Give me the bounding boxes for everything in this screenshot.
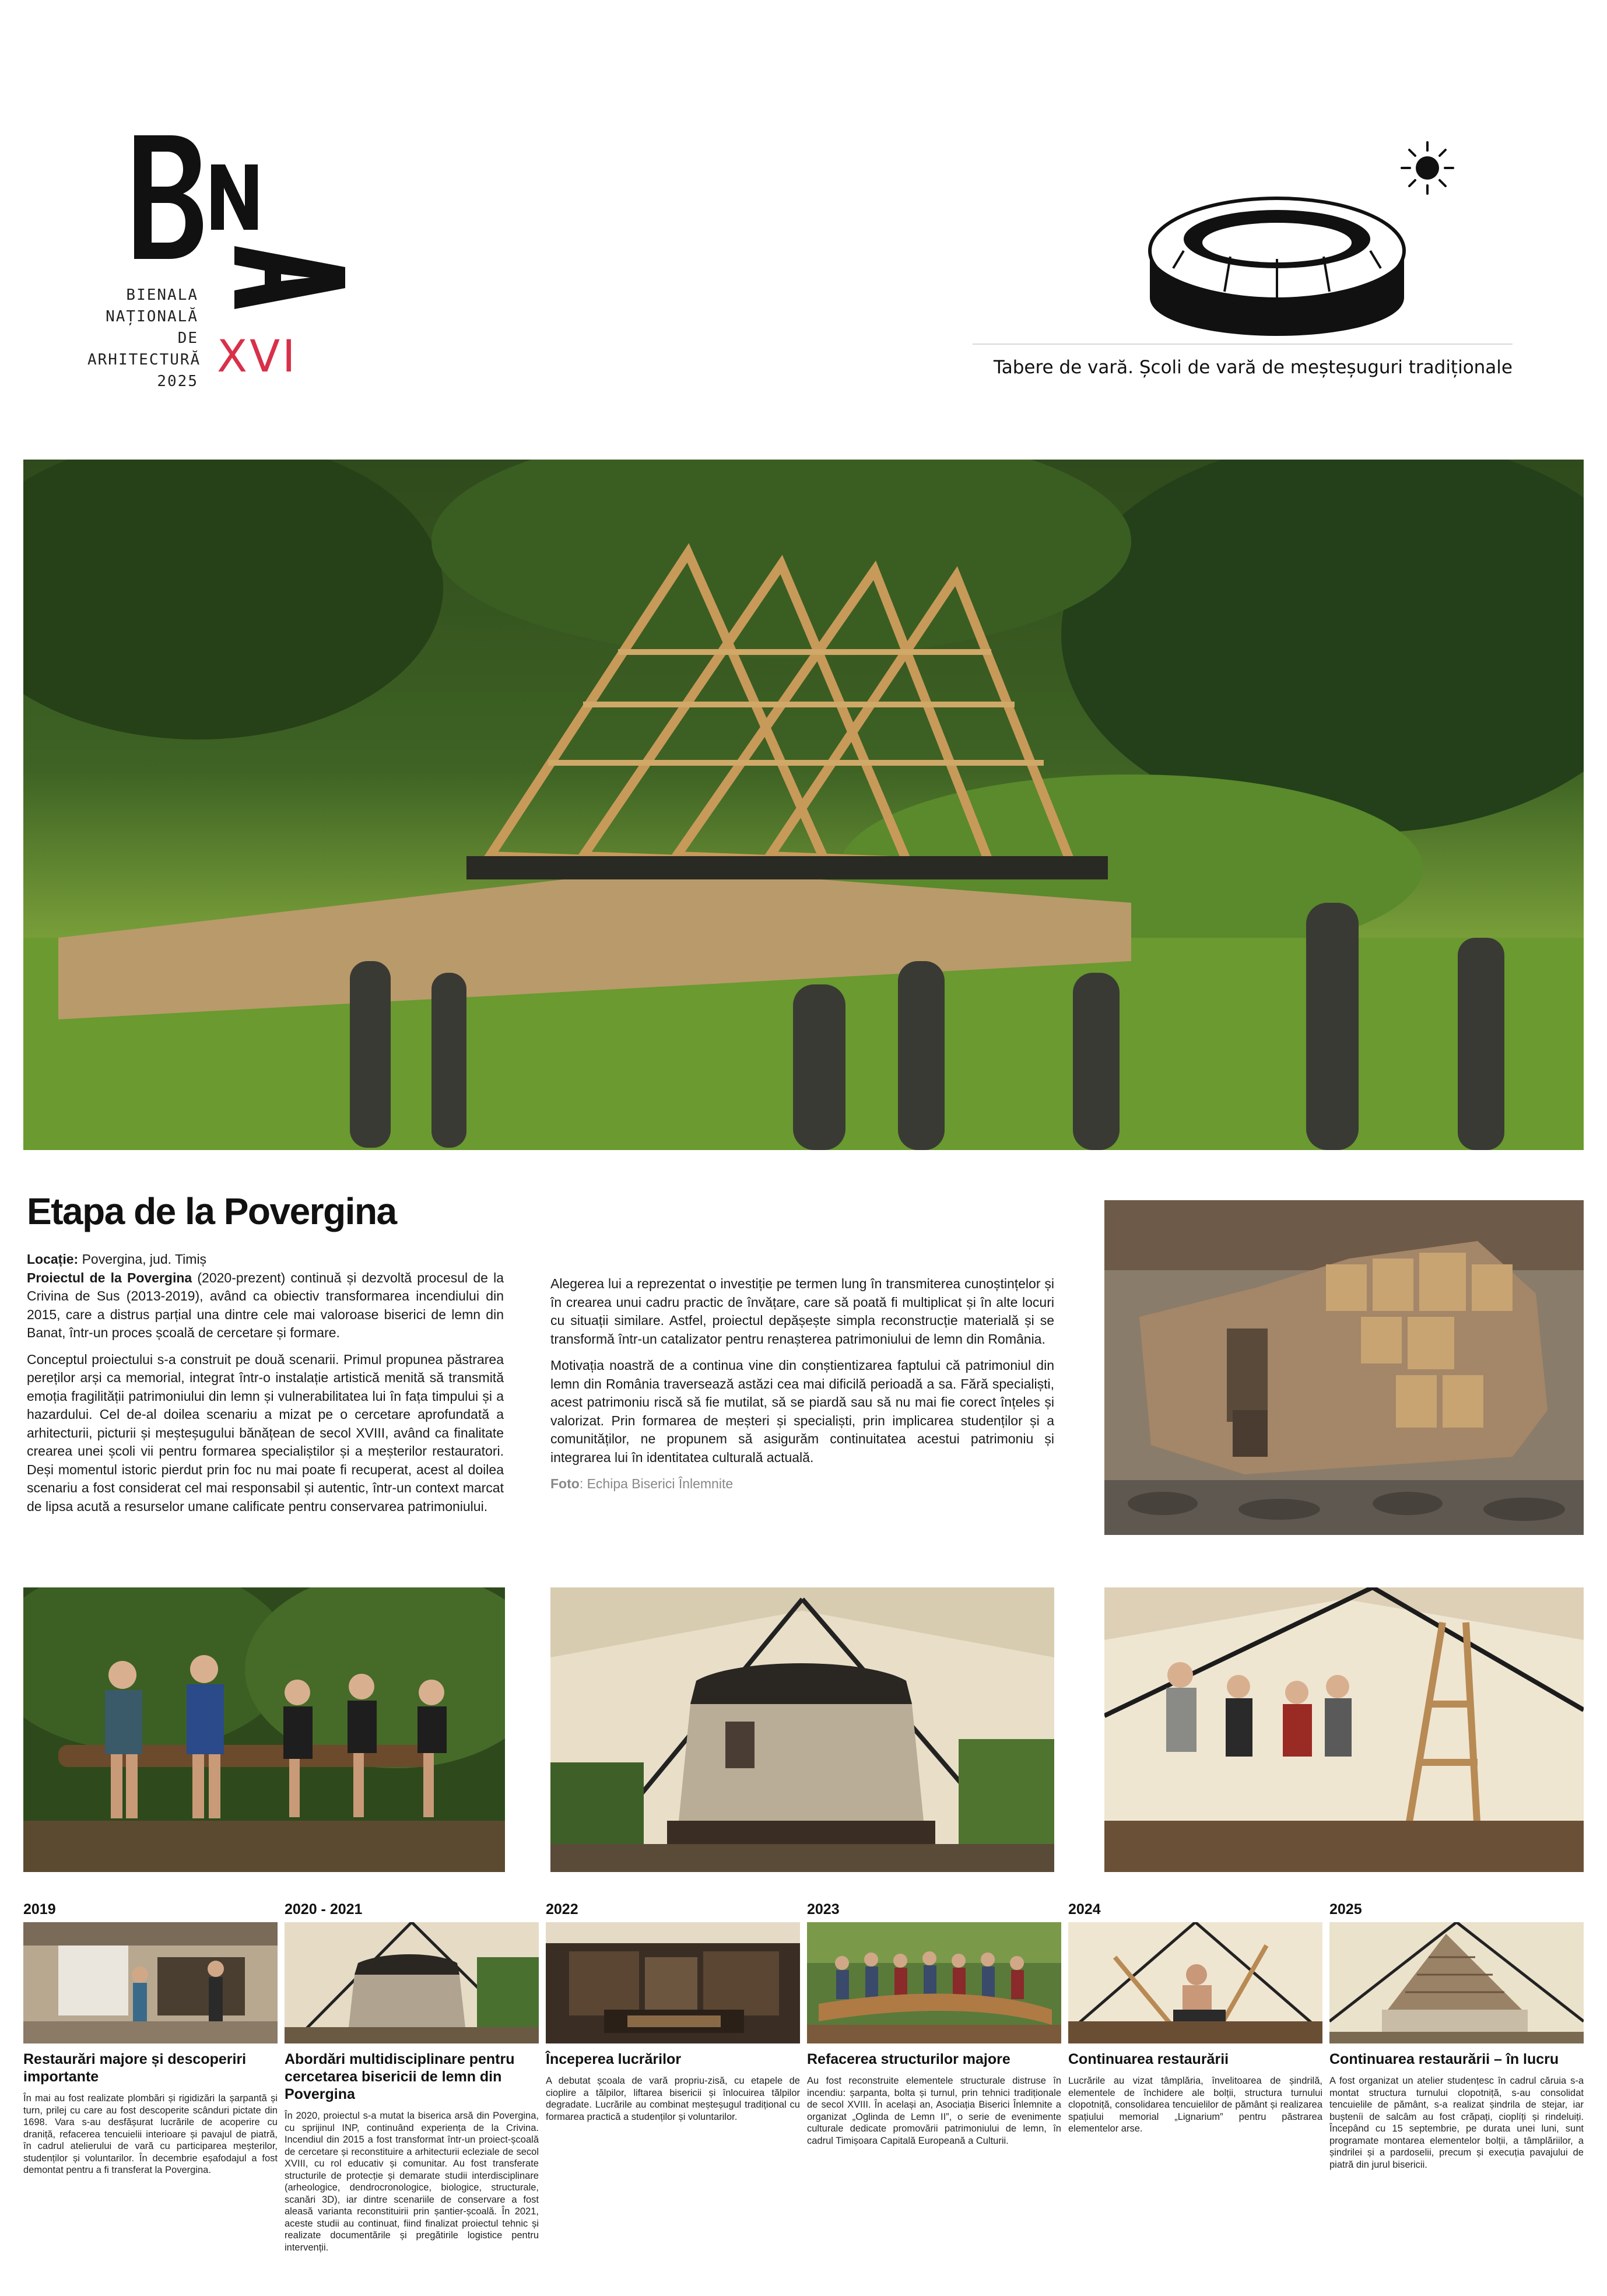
paragraph-choice: Alegerea lui a reprezentat o investiție pe termen lung în transmiterea cunoștințelor și în crearea unui cadru practic de învățare, care să poată fi multiplicat și în alte locuri cu situații similare. Astfel, proiectul depășește simpla reconstrucție materială și se transformă într-un catalizator pentru renașterea patrimoniului de lemn din România. bbox=[550, 1276, 1054, 1347]
logo-line: 2025 bbox=[157, 373, 198, 390]
logo-text bbox=[87, 285, 201, 392]
photo-workers-raising-tower bbox=[1104, 1587, 1584, 1872]
paragraph-concept: Conceptul proiectului s-a construit pe două scenarii. Primul propunea păstrarea pereților arși ca memorial, integrat într-o instalație artistică menită să transmită emoția fragilității patrimoniului din lemn și vulnerabilitatea lui în fața timpului și a hazardului. Cel de-al doilea scenariu a mizat pe o cercetare aprofundată a arhitecturii, picturii și meșteșugului bănățean de secol XVIII, având ca finalitate crearea unei școli vii pentru formarea specialiștilor și a meșterilor restauratori. Deși momentul istoric pierdut prin foc nu mai poate fi recuperat, acest al doilea scenariu a fost considerat cel mai responsabil și autentic, într-un context marcat de lipsa acută a resurselor umane calificate pentru conservarea patrimoniului. bbox=[27, 1351, 504, 1514]
timeline-photo bbox=[807, 1922, 1061, 2043]
timeline-photo bbox=[285, 1922, 539, 2043]
location-label: Locație: bbox=[27, 1252, 79, 1267]
photo-church-under-tent bbox=[550, 1587, 1054, 1872]
project-name: Proiectul de la Povergina bbox=[27, 1270, 192, 1285]
timeline-year: 2023 bbox=[807, 1901, 840, 1918]
page-subtitle: Tabere de vară. Școli de vară de meșteșuguri tradiționale bbox=[993, 357, 1513, 378]
timeline-heading: Restaurări majore și descoperiri importante bbox=[23, 2051, 247, 2085]
timeline-year: 2025 bbox=[1329, 1901, 1362, 1918]
timeline-item-2022 bbox=[546, 1901, 800, 2123]
timeline-photo bbox=[546, 1922, 800, 2043]
logo-edition: XVI bbox=[217, 330, 298, 382]
logo-line: NAȚIONALĂ bbox=[106, 308, 198, 325]
timeline-item-2024 bbox=[1068, 1901, 1322, 2135]
logo-letters-na bbox=[211, 164, 345, 322]
timeline-year: 2022 bbox=[546, 1901, 578, 1918]
location-value: Povergina, jud. Timiș bbox=[78, 1252, 207, 1267]
sun-icon bbox=[1399, 140, 1455, 196]
photo-credit-label: Foto bbox=[550, 1476, 580, 1491]
timeline-heading: Abordări multidisciplinare pentru cercetarea bisericii de lemn din Povergina bbox=[285, 2051, 515, 2102]
timeline-heading: Continuarea restaurării – în lucru bbox=[1329, 2051, 1559, 2067]
timeline-description: În mai au fost realizate plombări și rigidizări la șarpantă și turn, prilej cu care au fost descoperite scânduri pictate din 1698. Vara s-au desfășurat lucrările de acoperire cu draniță, refacerea tencuielii interioare și pavajul de piatră, în cadrul atelierului de vară cu participarea meșterilor, studenților și voluntarilor. În decembrie eșafodajul a fost demontat pentru a fi transferat la Povergina. bbox=[23, 2093, 278, 2175]
page-title: Etapa de la Povergina bbox=[27, 1190, 397, 1232]
timeline-description: A debutat școala de vară propriu-zisă, cu etapele de cioplire a tălpilor, liftarea bisericii și înlocuirea tălpilor degradate. Lucrările au combinat meșteșugul tradițional cu formarea practică a studenților și voluntarilor. bbox=[546, 2076, 800, 2122]
timeline-description: A fost organizat un atelier studențesc în cadrul căruia s-a montat structura turnului clopotniță, s-au consolidat tencuielile de pământ, s-a realizat șindrila de stejar, iar bușteníi de salcâm au fost crăpați, cioplíți și rindeluiți. Începând cu 15 septembrie, pe durata unei luni, sunt programate montarea elementelor bolții, a tâmplăriilor, a șindrilei și a pardoselii, precum și execuția pavajului de piatră din jurul bisericii. bbox=[1329, 2076, 1584, 2170]
photo-burnt-wall-detail bbox=[1104, 1200, 1584, 1535]
header-divider bbox=[973, 343, 1513, 345]
ring-structure-icon bbox=[1143, 192, 1411, 338]
logo-line: BIENALA bbox=[126, 286, 198, 304]
photo-team-carrying-beam bbox=[23, 1587, 505, 1872]
timeline-description: În 2020, proiectul s-a mutat la biserica arsă din Povergina, cu sprijinul INP, continuând experiența de la Crivina. Incendiul din 2015 a fost transformat într-un proiect-școală de cercetare și reconstituire a arhitecturii ecleziale de secol XVIII, cu rol educativ și comunitar. Au fost transferate structurile de protecție și demarate studii interdisciplinare (arheologice, dendrocronologice, biologice, structurale, scanări 3D), iar dintre scenariile de conservare a fost aleasă varianta reconstituirii prin șantier-școală. În 2021, aceste studii au continuat, fiind finalizat proiectul tehnic și realizate documentările și pregătirile logistice pentru intervenții. bbox=[285, 2111, 539, 2253]
timeline-item-2025 bbox=[1329, 1901, 1584, 2171]
timeline-year: 2020 - 2021 bbox=[285, 1901, 363, 1918]
timeline-item-2023 bbox=[807, 1901, 1061, 2147]
timeline-photo bbox=[23, 1922, 278, 2043]
photo-credit bbox=[550, 1475, 1054, 1494]
text-column-left bbox=[27, 1250, 504, 1524]
logo-line: DE bbox=[177, 329, 198, 347]
timeline-year: 2019 bbox=[23, 1901, 56, 1918]
timeline-description: Lucrările au vizat tâmplăria, învelitoarea de șindrilă, elementele de închidere ale bolții, structura turnului clopotniță, consolidarea tencuielilor de pământ și realizarea spațiului memorial „Lignarium” pentru păstrarea elementelor arse. bbox=[1068, 2076, 1322, 2134]
timeline-description: Au fost reconstruite elementele structurale distruse în incendiu: șarpanta, bolta și turnul, prin tehnici tradiționale de secol XVIII. În același an, Asociația Biserici Înlemnite a organizat „Oglinda de Lemn II”, o serie de evenimente culturale dedicate promovării patrimoniului de lemn, în cadrul Timișoara Capitală Europeană a Culturii. bbox=[807, 2076, 1061, 2146]
paragraph-motivation: Motivația noastră de a continua vine din conștientizarea faptului că patrimoniul din lemn din România traversează astăzi cea mai dificilă perioadă a sa. Fără specialiști, acest patrimoniu riscă să fie mutilat, să se piardă sau să nu mai fie corect înțeles și valorizat. Prin formarea de meșteri și specialiști, prin implicarea studenților și a comunităților, ne propunem să asigurăm continuitatea acestui patrimoniu și integrarea lui în identitatea culturală actuală. bbox=[550, 1358, 1054, 1465]
timeline-photo bbox=[1068, 1922, 1322, 2043]
photo-credit-value: : Echipa Biserici Înlemnite bbox=[579, 1476, 734, 1491]
timeline-heading: Începerea lucrărilor bbox=[546, 2051, 682, 2067]
paragraph-intro: (2020-prezent) continuă și dezvoltă procesul de la Crivina de Sus (2013-2019), având ca obiectiv transformarea incendiului din 2015, care a distrus parțial una dintre cele mai valoroase biserici de lemn din Banat, într-un proces școală de cercetare și formare. bbox=[27, 1270, 504, 1340]
timeline-item-2020-2021 bbox=[285, 1901, 539, 2253]
timeline-year: 2024 bbox=[1068, 1901, 1101, 1918]
timeline-heading: Continuarea restaurării bbox=[1068, 2051, 1229, 2067]
timeline-photo bbox=[1329, 1922, 1584, 2043]
timeline-item-2019 bbox=[23, 1901, 278, 2176]
hero-photo-church-roof-frame bbox=[23, 460, 1584, 1150]
logo-line: ARHITECTURĂ bbox=[87, 351, 201, 369]
logo-letter-b bbox=[134, 135, 203, 259]
text-column-middle bbox=[550, 1275, 1054, 1502]
timeline-heading: Refacerea structurilor majore bbox=[807, 2051, 1010, 2067]
